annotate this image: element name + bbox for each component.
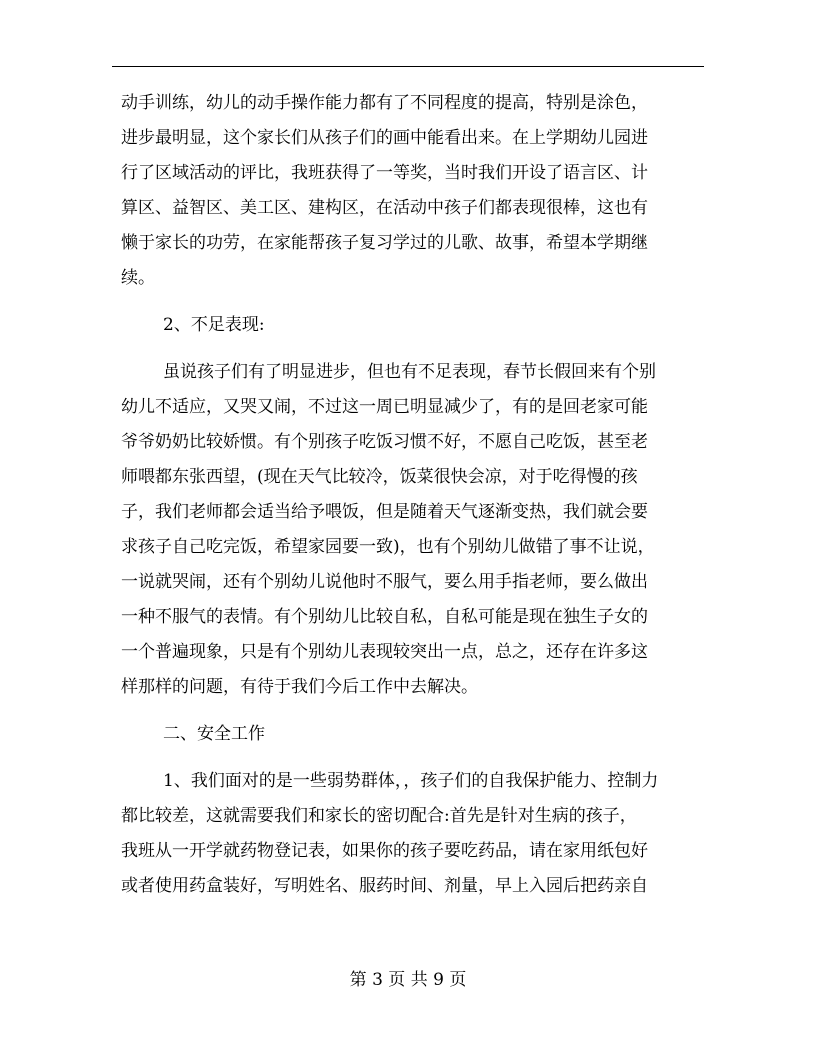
text-line: 动手训练，幼儿的动手操作能力都有了不同程度的提高，特别是涂色，: [121, 93, 648, 113]
text-line: 续。: [121, 268, 155, 288]
text-line: 算区、益智区、美工区、建构区，在活动中孩子们都表现很棒，这也有: [121, 198, 648, 218]
text-line: 都比较差，这就需要我们和家长的密切配合:首先是针对生病的孩子，: [121, 806, 637, 826]
text-line: 1、我们面对的是一些弱势群体，，孩子们的自我保护能力、控制力: [163, 771, 659, 791]
text-line: 虽说孩子们有了明显进步，但也有不足表现，春节长假回来有个别: [163, 362, 656, 382]
text-line: 行了区域活动的评比，我班获得了一等奖，当时我们开设了语言区、计: [121, 163, 648, 183]
text-line: 爷爷奶奶比较娇惯。有个别孩子吃饭习惯不好，不愿自己吃饭，甚至老: [121, 432, 648, 452]
page-footer: 第 3 页 共 9 页: [349, 970, 467, 990]
text-line: 求孩子自己吃完饭，希望家园要一致)，也有个别幼儿做错了事不让说，: [121, 537, 655, 557]
text-line: 懒于家长的功劳，在家能帮孩子复习学过的儿歌、故事，希望本学期继: [121, 233, 648, 253]
paragraph-safety: [121, 764, 696, 904]
text-line: 或者使用药盒装好，写明姓名、服药时间、剂量，早上入园后把药亲自: [121, 876, 648, 896]
text-line: 进步最明显，这个家长们从孩子们的画中能看出来。在上学期幼儿园进: [121, 128, 648, 148]
text-line: 一说就哭闹，还有个别幼儿说他时不服气，要么用手指老师，要么做出: [121, 572, 648, 592]
document-body: [121, 86, 696, 904]
section-heading-insufficient: 2、不足表现:: [163, 315, 265, 335]
paragraph-insufficient: [121, 355, 696, 705]
text-line: 子，我们老师都会适当给予喂饭，但是随着天气逐渐变热，我们就会要: [121, 502, 648, 522]
text-line: 样那样的问题，有待于我们今后工作中去解决。: [121, 677, 478, 697]
text-line: 我班从一开学就药物登记表，如果你的孩子要吃药品，请在家用纸包好: [121, 841, 648, 861]
header-rule: [112, 66, 704, 67]
text-line: 一个普遍现象，只是有个别幼儿表现较突出一点，总之，还存在许多这: [121, 642, 648, 662]
text-line: 一种不服气的表情。有个别幼儿比较自私，自私可能是现在独生子女的: [121, 607, 648, 627]
section-heading-safety: 二、安全工作: [163, 724, 265, 744]
paragraph-progress-continued: [121, 86, 696, 296]
text-line: 师喂都东张西望，(现在天气比较冷，饭菜很快会凉，对于吃得慢的孩: [121, 467, 638, 487]
text-line: 幼儿不适应，又哭又闹，不过这一周已明显减少了，有的是回老家可能: [121, 397, 648, 417]
